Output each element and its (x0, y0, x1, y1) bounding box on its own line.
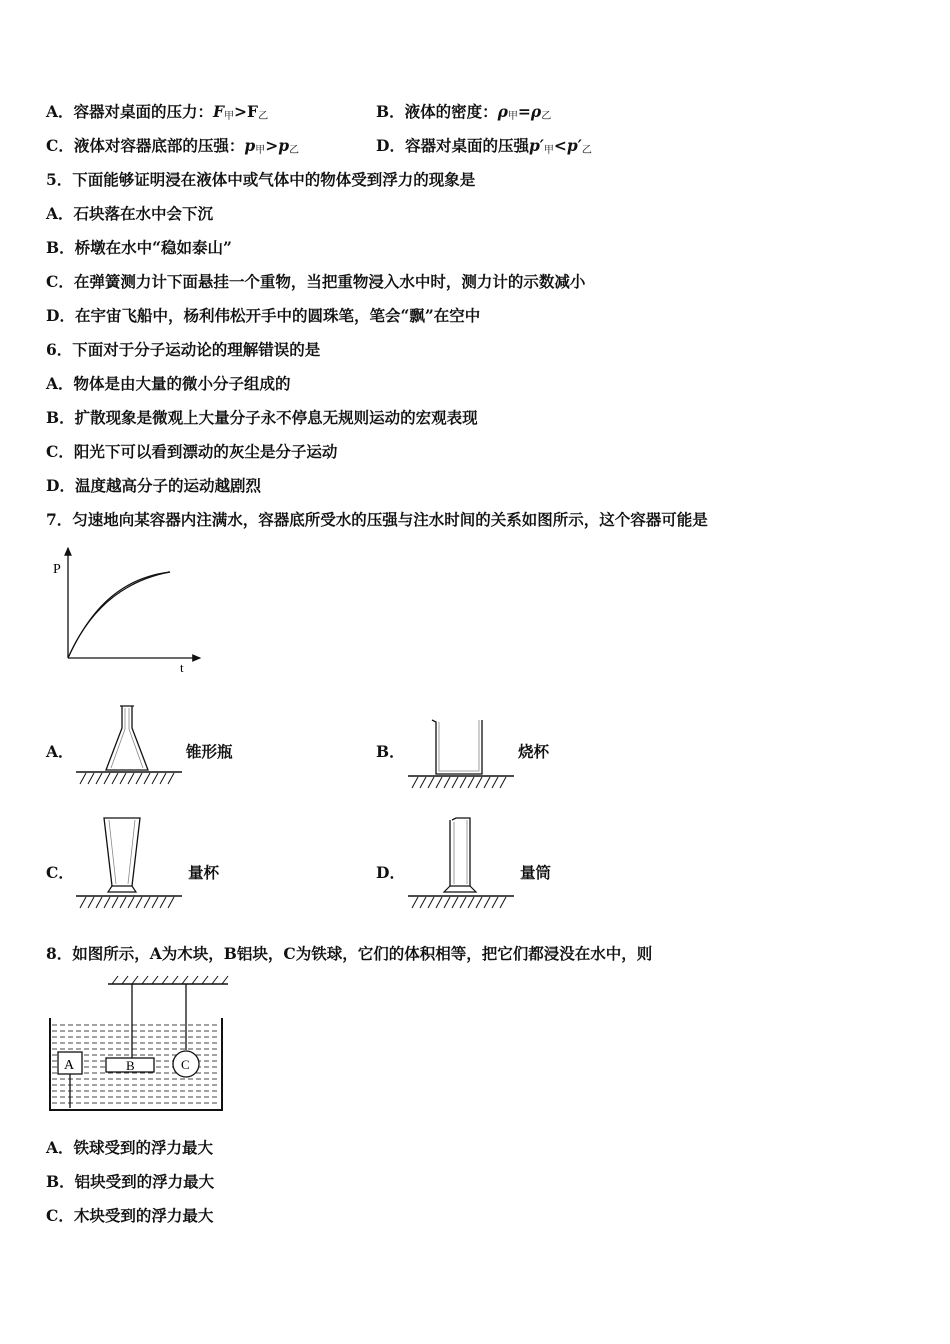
q7-option-d-name: 量筒 (520, 863, 552, 882)
q7-stem: 7．匀速地向某容器内注满水，容器底所受水的压强与注水时间的关系如图所示，这个容器可能是 (46, 510, 708, 529)
label-b: B (126, 1058, 135, 1073)
q7-option-b-letter: B． (376, 742, 405, 761)
q8-stem: 8．如图所示，A为木块，B铝块，C为铁球，它们的体积相等，把它们都浸没在水中，则 (46, 944, 653, 963)
label-c: C (181, 1057, 190, 1072)
q8-option-a: A．铁球受到的浮力最大 (46, 1138, 214, 1157)
q5-stem: 5．下面能够证明浸在液体中或气体中的物体受到浮力的现象是 (46, 170, 476, 189)
q7-option-b-name: 烧杯 (518, 742, 550, 761)
pressure-time-graph (40, 540, 215, 675)
q5-option-c: C．在弹簧测力计下面悬挂一个重物，当把重物浸入水中时，测力计的示数减小 (46, 272, 586, 291)
pressure-curve (68, 572, 170, 658)
q4-option-b: B．液体的密度：$\rho_甲=\rho_乙$ (376, 102, 552, 122)
q7-option-a-name: 锥形瓶 (186, 742, 233, 761)
submerged-objects-figure (44, 974, 234, 1114)
q7-option-d-letter: D． (376, 863, 405, 882)
graduated-cylinder-icon (406, 812, 518, 912)
q6-option-b: B．扩散现象是微观上大量分子永不停息无规则运动的宏观表现 (46, 408, 478, 427)
q7-option-c-name: 量杯 (188, 863, 220, 882)
q7-option-c-letter: C． (46, 863, 74, 882)
q7-option-a-letter: A． (46, 742, 74, 761)
q6-option-a: A．物体是由大量的微小分子组成的 (46, 374, 291, 393)
q4-option-a: A．容器对桌面的压力：$F_甲>F_乙$ (46, 102, 269, 122)
conical-flask-icon (74, 702, 186, 790)
q5-option-a: A．石块落在水中会下沉 (46, 204, 214, 223)
q5-option-d: D．在宇宙飞船中，杨利伟松开手中的圆珠笔，笔会“飘”在空中 (46, 306, 481, 325)
label-a: A (64, 1058, 75, 1073)
q4-option-c: C．液体对容器底部的压强：$p_甲>p_乙$ (46, 136, 300, 156)
q4-option-d: D．容器对桌面的压强$p'_甲<p'_乙$ (376, 136, 592, 156)
x-axis-label: t (180, 660, 184, 675)
q6-option-d: D．温度越高分子的运动越剧烈 (46, 476, 261, 495)
q6-option-c: C．阳光下可以看到漂动的灰尘是分子运动 (46, 442, 338, 461)
measuring-cup-icon (74, 812, 186, 912)
y-axis-label: P (53, 562, 61, 577)
q6-stem: 6．下面对于分子运动论的理解错误的是 (46, 340, 321, 359)
q8-option-b: B．铝块受到的浮力最大 (46, 1172, 215, 1191)
q5-option-b: B．桥墩在水中“稳如泰山” (46, 238, 232, 257)
beaker-icon (406, 712, 518, 790)
q8-option-c: C．木块受到的浮力最大 (46, 1206, 214, 1225)
